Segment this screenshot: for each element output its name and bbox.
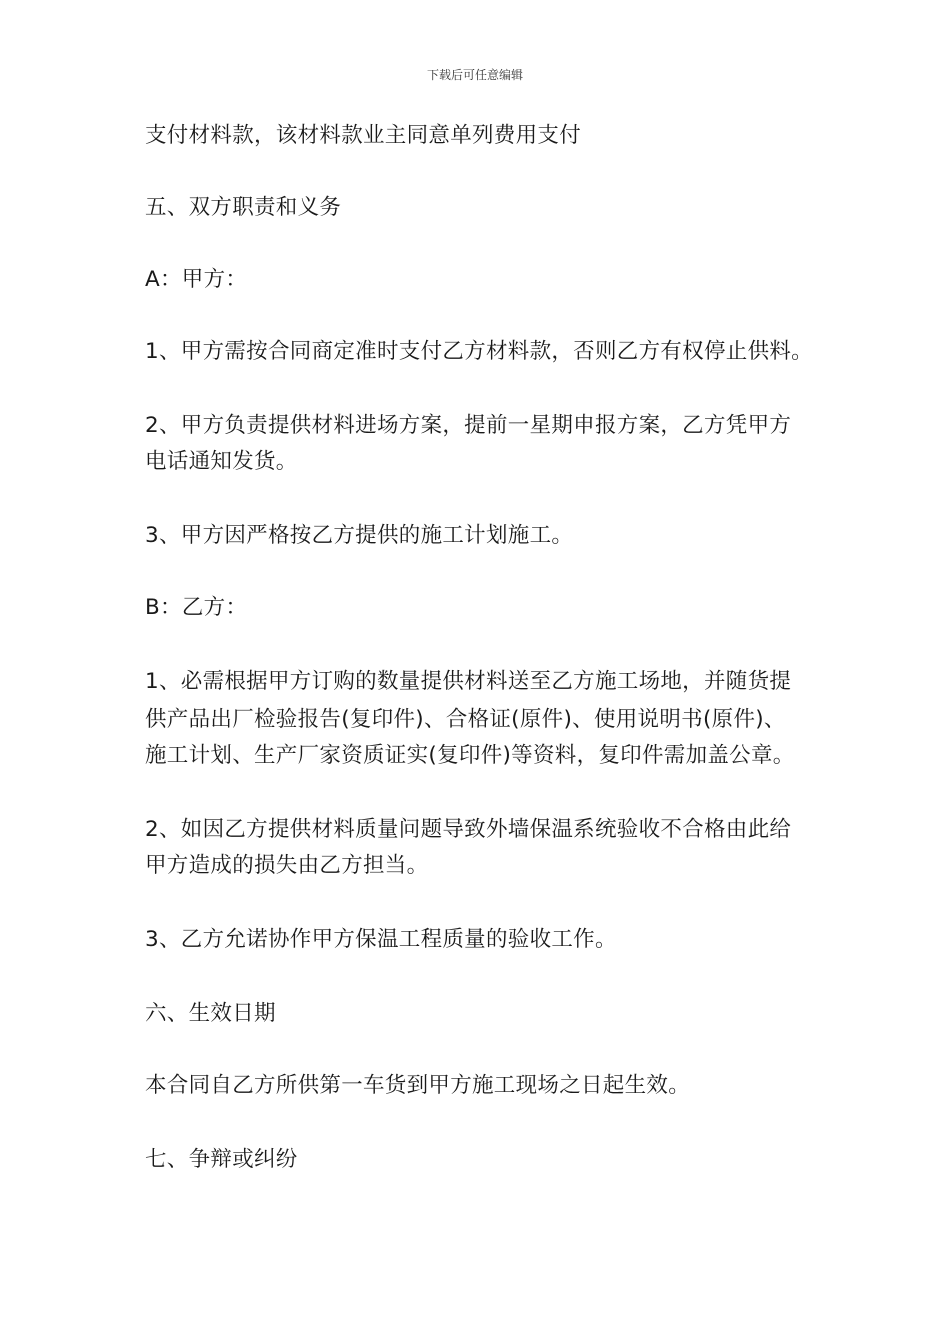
section-heading: 七、争辩或纠纷 — [145, 1147, 298, 1172]
list-item: 2、甲方负责提供材料进场方案，提前一星期申报方案，乙方凭甲方 — [145, 413, 792, 438]
list-item-continuation: 施工计划、生产厂家资质证实(复印件)等资料，复印件需加盖公章。 — [145, 743, 795, 768]
page-header: 下载后可任意编辑 — [426, 68, 523, 82]
section-heading: 五、双方职责和义务 — [145, 195, 342, 220]
list-item: 2、如因乙方提供材料质量问题导致外墙保温系统验收不合格由此给 — [145, 817, 792, 842]
subsection-heading: A：甲方： — [145, 267, 248, 292]
list-item: 3、乙方允诺协作甲方保温工程质量的验收工作。 — [145, 927, 617, 952]
paragraph: 支付材料款，该材料款业主同意单列费用支付 — [145, 123, 582, 148]
list-item: 1、必需根据甲方订购的数量提供材料送至乙方施工场地，并随货提 — [145, 669, 792, 694]
list-item: 3、甲方因严格按乙方提供的施工计划施工。 — [145, 523, 574, 548]
list-item-continuation: 供产品出厂检验报告(复印件)、合格证(原件)、使用说明书(原件)、 — [145, 707, 786, 732]
list-item: 1、甲方需按合同商定准时支付乙方材料款，否则乙方有权停止供料。 — [145, 339, 813, 364]
list-item-continuation: 甲方造成的损失由乙方担当。 — [145, 853, 429, 878]
section-heading: 六、生效日期 — [145, 1001, 276, 1026]
list-item-continuation: 电话通知发货。 — [145, 449, 298, 474]
paragraph: 本合同自乙方所供第一车货到甲方施工现场之日起生效。 — [145, 1073, 691, 1098]
subsection-heading: B：乙方： — [145, 595, 248, 620]
